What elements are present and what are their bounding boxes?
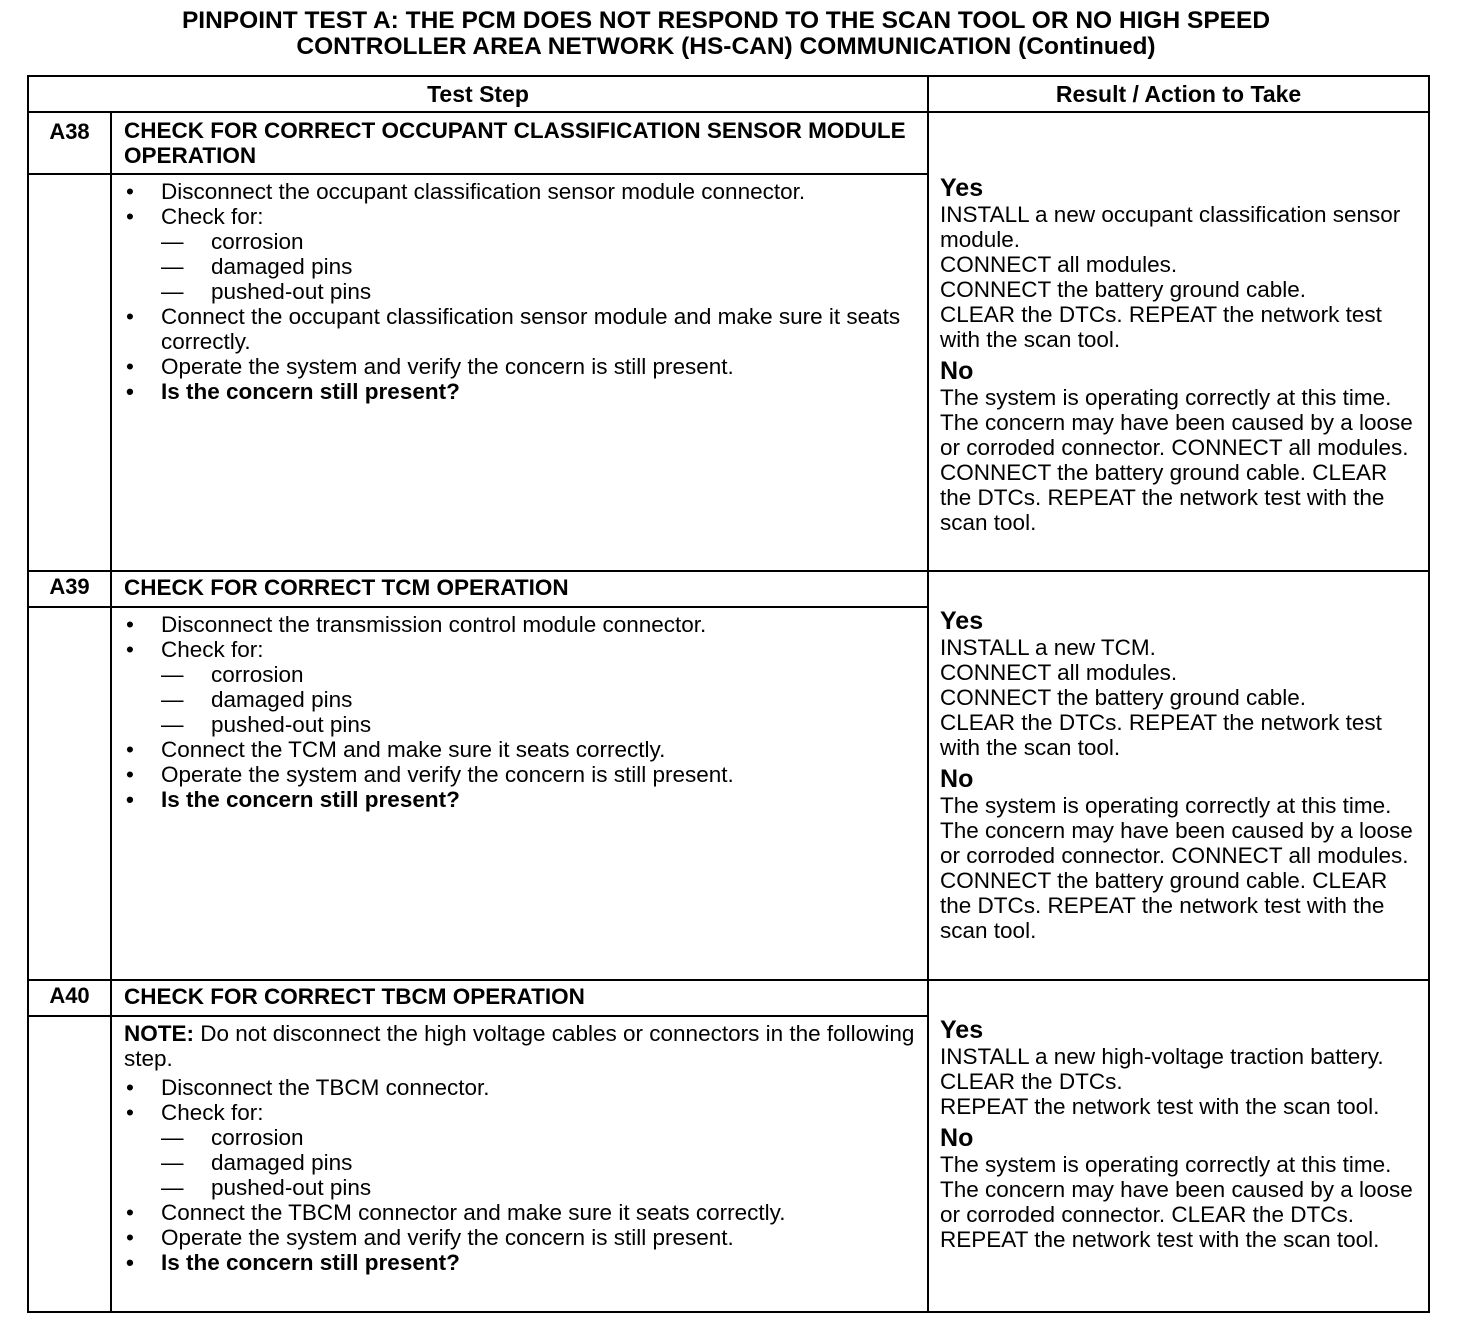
bullet-text: Check for: <box>161 204 264 229</box>
step-id: A38 <box>28 112 111 174</box>
yes-label: Yes <box>940 607 984 635</box>
header-test-step: Test Step <box>28 76 928 112</box>
sub-item: — damaged pins <box>161 687 919 712</box>
bullet-question: • Is the concern still present? <box>124 1250 919 1275</box>
step-header-row <box>28 980 1429 1016</box>
step-id: A39 <box>28 571 111 607</box>
title-line-2: CONTROLLER AREA NETWORK (HS-CAN) COMMUNICATION (Continued) <box>296 33 1156 60</box>
note-text: Do not disconnect the high voltage cables or connectors in the following step. <box>124 1021 915 1071</box>
bullet-item: • Operate the system and verify the concern is still present. <box>124 354 919 379</box>
bullet-item: • Disconnect the transmission control module connector. <box>124 612 919 637</box>
no-text: The system is operating correctly at this time. The concern may have been caused by a loose or corroded connector. CONNECT all modules. CONNECT the battery ground cable. CLEAR the DTCs. REPEAT the network test with the scan tool. <box>940 793 1413 943</box>
header-result: Result / Action to Take <box>928 76 1429 112</box>
blank-id-cell <box>28 1016 111 1312</box>
note <box>124 1021 919 1071</box>
yes-line: INSTALL a new TCM. <box>940 635 1156 660</box>
no-label: No <box>940 357 974 385</box>
yes-label: Yes <box>940 1016 984 1044</box>
bullet-item: • Operate the system and verify the concern is still present. <box>124 762 919 787</box>
bullet-item <box>124 1100 919 1200</box>
result-cell <box>928 112 1429 571</box>
bullet-question: • Is the concern still present? <box>124 787 919 812</box>
yes-line: CONNECT the battery ground cable. <box>940 277 1307 302</box>
sub-item: — damaged pins <box>161 254 919 279</box>
blank-id-cell <box>28 607 111 980</box>
header-row <box>28 76 1429 112</box>
yes-line: CONNECT all modules. <box>940 660 1178 685</box>
step-body <box>111 607 928 980</box>
yes-line: CONNECT the battery ground cable. <box>940 685 1307 710</box>
bullet-text: Check for: <box>161 1100 264 1125</box>
sub-item: — corrosion <box>161 1125 919 1150</box>
step-body <box>111 174 928 571</box>
step-body <box>111 1016 928 1312</box>
sub-item: — damaged pins <box>161 1150 919 1175</box>
result-cell <box>928 571 1429 980</box>
yes-line: REPEAT the network test with the scan tool. <box>940 1094 1380 1119</box>
yes-label: Yes <box>940 174 984 202</box>
yes-line: CLEAR the DTCs. REPEAT the network test with the scan tool. <box>940 302 1382 352</box>
bullet-item: • Disconnect the occupant classification sensor module connector. <box>124 179 919 204</box>
yes-line: INSTALL a new occupant classification sensor module. <box>940 202 1401 252</box>
pinpoint-test-table <box>27 75 1430 1313</box>
sub-item: — pushed-out pins <box>161 712 919 737</box>
sub-item: — pushed-out pins <box>161 279 919 304</box>
yes-line: CONNECT all modules. <box>940 252 1178 277</box>
blank-id-cell <box>28 174 111 571</box>
no-text: The system is operating correctly at this time. The concern may have been caused by a loose or corroded connector. CONNECT all modules. CONNECT the battery ground cable. CLEAR the DTCs. REPEAT the network test with the scan tool. <box>940 385 1413 535</box>
note-label: NOTE: <box>124 1021 194 1046</box>
sub-item: — corrosion <box>161 229 919 254</box>
bullet-question: • Is the concern still present? <box>124 379 919 404</box>
bullet-text: Check for: <box>161 637 264 662</box>
yes-line: INSTALL a new high-voltage traction battery. CLEAR the DTCs. <box>940 1044 1384 1094</box>
step-title: CHECK FOR CORRECT TBCM OPERATION <box>111 980 928 1016</box>
step-title: CHECK FOR CORRECT TCM OPERATION <box>111 571 928 607</box>
result-cell <box>928 980 1429 1312</box>
bullet-item <box>124 637 919 737</box>
no-label: No <box>940 1124 974 1152</box>
bullet-item: • Operate the system and verify the concern is still present. <box>124 1225 919 1250</box>
sub-item: — corrosion <box>161 662 919 687</box>
bullet-item: • Connect the TBCM connector and make sure it seats correctly. <box>124 1200 919 1225</box>
bullet-item <box>124 204 919 304</box>
step-header-row <box>28 571 1429 607</box>
bullet-item: • Connect the occupant classification sensor module and make sure it seats correctly. <box>124 304 919 354</box>
no-text: The system is operating correctly at this time. The concern may have been caused by a loose or corroded connector. CLEAR the DTCs. REPEAT the network test with the scan tool. <box>940 1152 1413 1252</box>
sub-item: — pushed-out pins <box>161 1175 919 1200</box>
step-id: A40 <box>28 980 111 1016</box>
step-title: CHECK FOR CORRECT OCCUPANT CLASSIFICATION SENSOR MODULE OPERATION <box>111 112 928 174</box>
bullet-item: • Disconnect the TBCM connector. <box>124 1075 919 1100</box>
page-title <box>0 8 1452 60</box>
bullet-item: • Connect the TCM and make sure it seats correctly. <box>124 737 919 762</box>
step-header-row <box>28 112 1429 174</box>
yes-line: CLEAR the DTCs. REPEAT the network test with the scan tool. <box>940 710 1382 760</box>
no-label: No <box>940 765 974 793</box>
title-line-1: PINPOINT TEST A: THE PCM DOES NOT RESPOND TO THE SCAN TOOL OR NO HIGH SPEED <box>181 7 1271 34</box>
